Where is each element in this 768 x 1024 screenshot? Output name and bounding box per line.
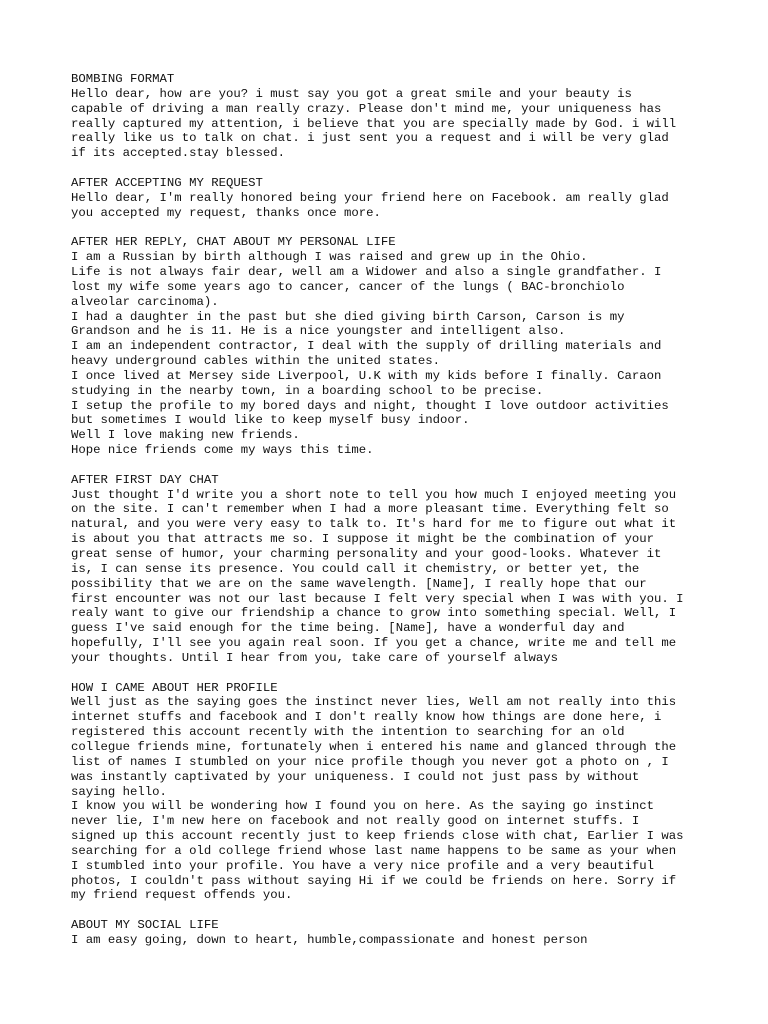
- text-line: alveolar carcinoma).: [71, 294, 219, 309]
- section-social-life: [71, 918, 751, 948]
- text-line: first encounter was not our last because I felt very special when I was with you. I: [71, 591, 684, 606]
- text-line: really captured my attention, i believe that you are specially made by God. i will: [71, 116, 677, 131]
- text-line: Life is not always fair dear, well am a Widower and also a single grandfather. I: [71, 264, 662, 279]
- text-line: your thoughts. Until I hear from you, take care of yourself always: [71, 650, 559, 665]
- text-line: Just thought I'd write you a short note to tell you how much I enjoyed meeting you: [71, 487, 677, 502]
- section-first-day-chat: [71, 473, 751, 666]
- text-line: hopefully, I'll see you again real soon. If you get a chance, write me and tell me: [71, 636, 677, 651]
- text-line: Hope nice friends come my ways this time.: [71, 443, 374, 458]
- text-line: capable of driving a man really crazy. Please don't mind me, your uniqueness has: [71, 101, 662, 116]
- text-line: heavy underground cables within the united states.: [71, 354, 440, 369]
- text-line: registered this account recently with the intention to searching for an old: [71, 725, 625, 740]
- text-line: on the site. I can't remember when I had a more pleasant time. Everything felt so: [71, 502, 669, 517]
- text-line: natural, and you were very easy to talk to. It's hard for me to figure out what it: [71, 517, 677, 532]
- text-line: I once lived at Mersey side Liverpool, U.K with my kids before I finally. Caraon: [71, 368, 662, 383]
- section-heading: HOW I CAME ABOUT HER PROFILE: [71, 680, 278, 695]
- section-bombing-format: [71, 72, 751, 161]
- text-line: lost my wife some years ago to cancer, cancer of the lungs ( BAC-bronchiolo: [71, 279, 625, 294]
- text-line: Hello dear, I'm really honored being your friend here on Facebook. am really glad: [71, 190, 669, 205]
- text-line: studying in the nearby town, in a boarding school to be precise.: [71, 383, 544, 398]
- section-heading: AFTER FIRST DAY CHAT: [71, 472, 219, 487]
- text-line: internet stuffs and facebook and I don't really know how things are done here, i: [71, 710, 662, 725]
- text-line: I am easy going, down to heart, humble,compassionate and honest person: [71, 932, 588, 947]
- text-line: was instantly captivated by your uniqueness. I could not just pass by without: [71, 769, 640, 784]
- section-personal-life: [71, 235, 751, 458]
- section-after-accepting: [71, 176, 751, 221]
- text-line: I am a Russian by birth although I was raised and grew up in the Ohio.: [71, 250, 588, 265]
- text-line: Well I love making new friends.: [71, 428, 300, 443]
- text-line: I setup the profile to my bored days and night, thought I love outdoor activities: [71, 398, 669, 413]
- text-line: list of names I stumbled on your nice profile though you never got a photo on , I: [71, 754, 669, 769]
- text-line: great sense of humor, your charming personality and your good-looks. Whatever it: [71, 547, 662, 561]
- text-line: collegue friends mine, fortunately when i entered his name and glanced through the: [71, 739, 677, 754]
- text-line: saying hello.: [71, 784, 167, 799]
- section-heading: BOMBING FORMAT: [71, 72, 175, 86]
- section-heading: AFTER ACCEPTING MY REQUEST: [71, 175, 263, 190]
- text-line: guess I've said enough for the time being. [Name], have a wonderful day and: [71, 621, 625, 636]
- text-line: I am an independent contractor, I deal with the supply of drilling materials and: [71, 339, 662, 354]
- text-line: never lie, I'm new here on facebook and not really good on internet stuffs. I: [71, 814, 640, 829]
- text-line: but sometimes I would like to keep myself busy indoor.: [71, 413, 470, 428]
- document-page: [71, 72, 751, 963]
- section-her-profile: [71, 681, 751, 904]
- text-line: really like us to talk on chat. i just sent you a request and i will be very glad: [71, 131, 669, 146]
- text-line: I stumbled into your profile. You have a very nice profile and a very beautiful: [71, 858, 654, 873]
- text-line: if its accepted.stay blessed.: [71, 146, 286, 161]
- text-line: is about you that attracts me so. I suppose it might be the combination of your: [71, 532, 654, 547]
- text-line: is, I can sense its presence. You could call it chemistry, or better yet, the: [71, 561, 640, 576]
- text-line: Hello dear, how are you? i must say you got a great smile and your beauty is: [71, 86, 632, 101]
- text-line: I know you will be wondering how I found you on here. As the saying go instinct: [71, 799, 654, 814]
- section-heading: AFTER HER REPLY, CHAT ABOUT MY PERSONAL LIFE: [71, 235, 396, 250]
- text-line: I had a daughter in the past but she died giving birth Carson, Carson is my: [71, 309, 625, 324]
- text-line: you accepted my request, thanks once more.: [71, 205, 381, 220]
- text-line: signed up this account recently just to keep friends close with chat, Earlier I was: [71, 829, 684, 844]
- text-line: searching for a old college friend whose last name happens to be same as your when: [71, 843, 677, 858]
- text-line: Well just as the saying goes the instinct never lies, Well am not really into this: [71, 695, 677, 710]
- text-line: realy want to give our friendship a chance to grow into something special. Well, I: [71, 606, 677, 621]
- text-line: my friend request offends you.: [71, 888, 293, 903]
- text-line: possibility that we are on the same wavelength. [Name], I really hope that our: [71, 576, 647, 591]
- text-line: photos, I couldn't pass without saying Hi if we could be friends on here. Sorry if: [71, 873, 677, 888]
- text-line: Grandson and he is 11. He is a nice youngster and intelligent also.: [71, 324, 566, 339]
- section-heading: ABOUT MY SOCIAL LIFE: [71, 918, 219, 933]
